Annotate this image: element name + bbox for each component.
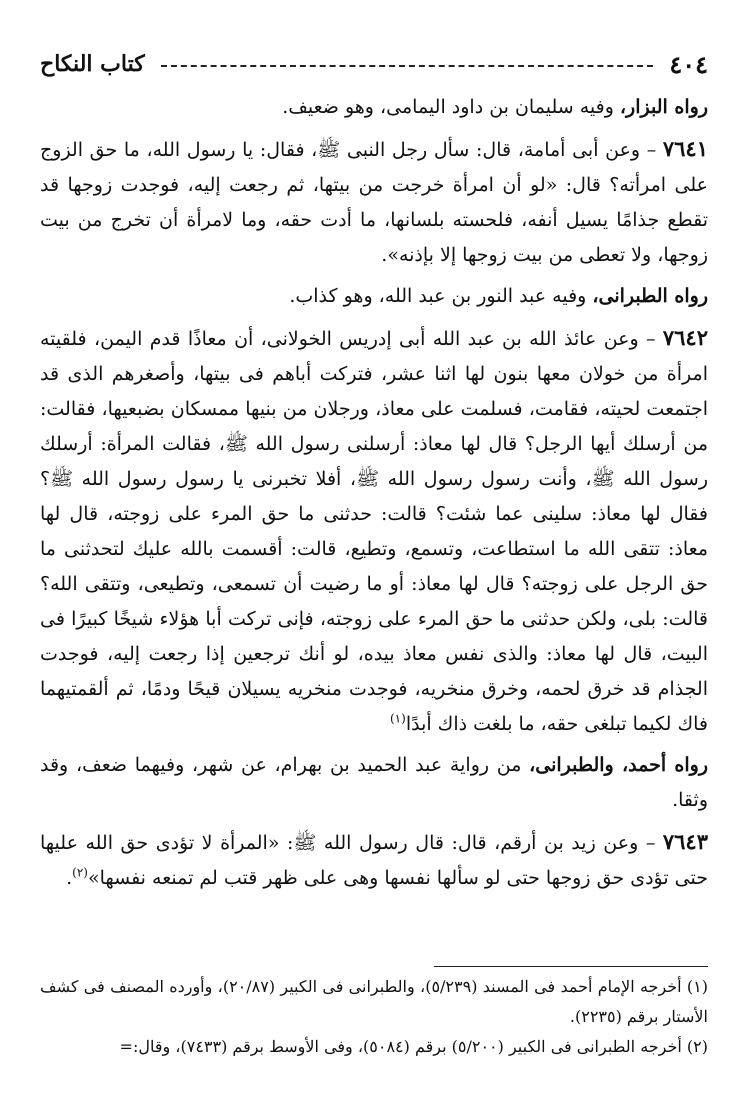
page-number: ٤٠٤ [669, 49, 708, 79]
source-note [40, 90, 708, 125]
source-label: رواه أحمد، والطبرانى، [529, 754, 708, 776]
hadith-number: ٧٦٤١ [662, 136, 708, 161]
hadith-text: – وعن أبى أمامة، قال: سأل رجل النبى ﷺ، فقال: يا رسول الله، ما حق الزوج على امرأته؟ قال: «لو أن امرأة خرجت من بيتها، ثم رجعت إليه، فوجدت زوجها قد تقطع جذامًا يسيل أنفه، فلحسته بلسانها، ما أدت حقه، وما لامرأة أن تخرج من بيت زوجها، ولا تعطى من بيت زوجها إلا بإذنه». [40, 139, 708, 266]
hadith-paragraph [40, 824, 708, 896]
hadith-text: – وعن زيد بن أرقم، قال: قال رسول الله ﷺ: «المرأة لا تؤدى حق الله عليها حتى تؤدى حق زوجها حتى لو سألها نفسها وهى على ظهر قتب لم تمنعه نفسها» [40, 832, 708, 889]
hadith-number: ٧٦٤٣ [662, 829, 708, 854]
page-header [40, 44, 708, 84]
source-text: وفيه عبد النور بن عبد الله، وهو كذاب. [289, 285, 593, 307]
header-dashed-rule [161, 65, 654, 67]
source-note [40, 279, 708, 314]
hadith-number: ٧٦٤٢ [662, 325, 708, 350]
footnote-separator [434, 966, 708, 967]
chapter-title: كتاب النكاح [40, 51, 145, 77]
source-label: رواه الطبرانى، [592, 285, 708, 307]
source-note [40, 748, 708, 818]
hadith-paragraph [40, 320, 708, 742]
page-body [40, 90, 708, 902]
footnote-marker: (١) [389, 711, 406, 726]
source-text: وفيه سليمان بن داود اليمامى، وهو ضعيف. [282, 96, 620, 118]
footnote: (١) أخرجه الإمام أحمد فى المسند (٥/٢٣٩)، والطبرانى فى الكبير (٢٠/٨٧)، وأورده المصنف فى كشف الأستار برقم (٢٢٣٥). [40, 977, 709, 1026]
hadith-text: – وعن عائذ الله بن عبد الله أبى إدريس الخولانى، أن معاذًا قدم اليمن، فلقيته امرأة من خولان معها بنون لها اثنا عشر، فتركت أباهم فى بيتها، وأصغرهم الذى قد اجتمعت لحيته، فقامت، فسلمت على معاذ، ورجلان من بنيها ممسكان بضبعيها، فقالت: من أرسلك أيها الرجل؟ قال لها معاذ: أرسلنى رسول الله ﷺ، فقالت المرأة: أرسلك رسول الله ﷺ، وأنت رسول رسول الله ﷺ، أفلا تخبرنى يا رسول رسول الله ﷺ؟ فقال لها معاذ: سلينى عما شئت؟ قالت: حدثنى ما حق المرء على زوجته، قال لها معاذ: تتقى الله ما استطاعت، وتسمع، وتطيع، قالت: أقسمت بالله عليك لتحدثنى ما حق الرجل على زوجته؟ قال لها معاذ: أو ما رضيت أن تسمعى، وتطيعى، وتتقى الله؟ قالت: بلى، ولكن حدثنى ما حق المرء على زوجته، فإنى تركت أبا هؤلاء شيخًا كبيرًا فى البيت، قال لها معاذ: والذى نفس معاذ بيده، لو أنك ترجعين إذا رجعت إليه، فوجدت الجذام قد خرق لحمه، وخرق منخريه، فوجدت منخريه يسيلان قيحًا ودمًا، ثم ألقمتيهما فاك لكيما تبلغى حقه، ما بلغت ذاك أبدًا [40, 328, 708, 735]
footnote: (٢) أخرجه الطبرانى فى الكبير (٥/٢٠٠) برقم (٥٠٨٤)، وفى الأوسط برقم (٧٤٣٣)، وقال:= [119, 1037, 708, 1056]
hadith-tail: . [66, 867, 73, 889]
footnotes [40, 972, 708, 1062]
footnote-marker: (٢) [72, 865, 88, 880]
source-text: من رواية عبد الحميد بن بهرام، عن شهر، وفيهما ضعف، وقد وثقا. [40, 754, 708, 811]
source-label: رواه البزار، [619, 96, 708, 118]
hadith-paragraph [40, 131, 708, 273]
